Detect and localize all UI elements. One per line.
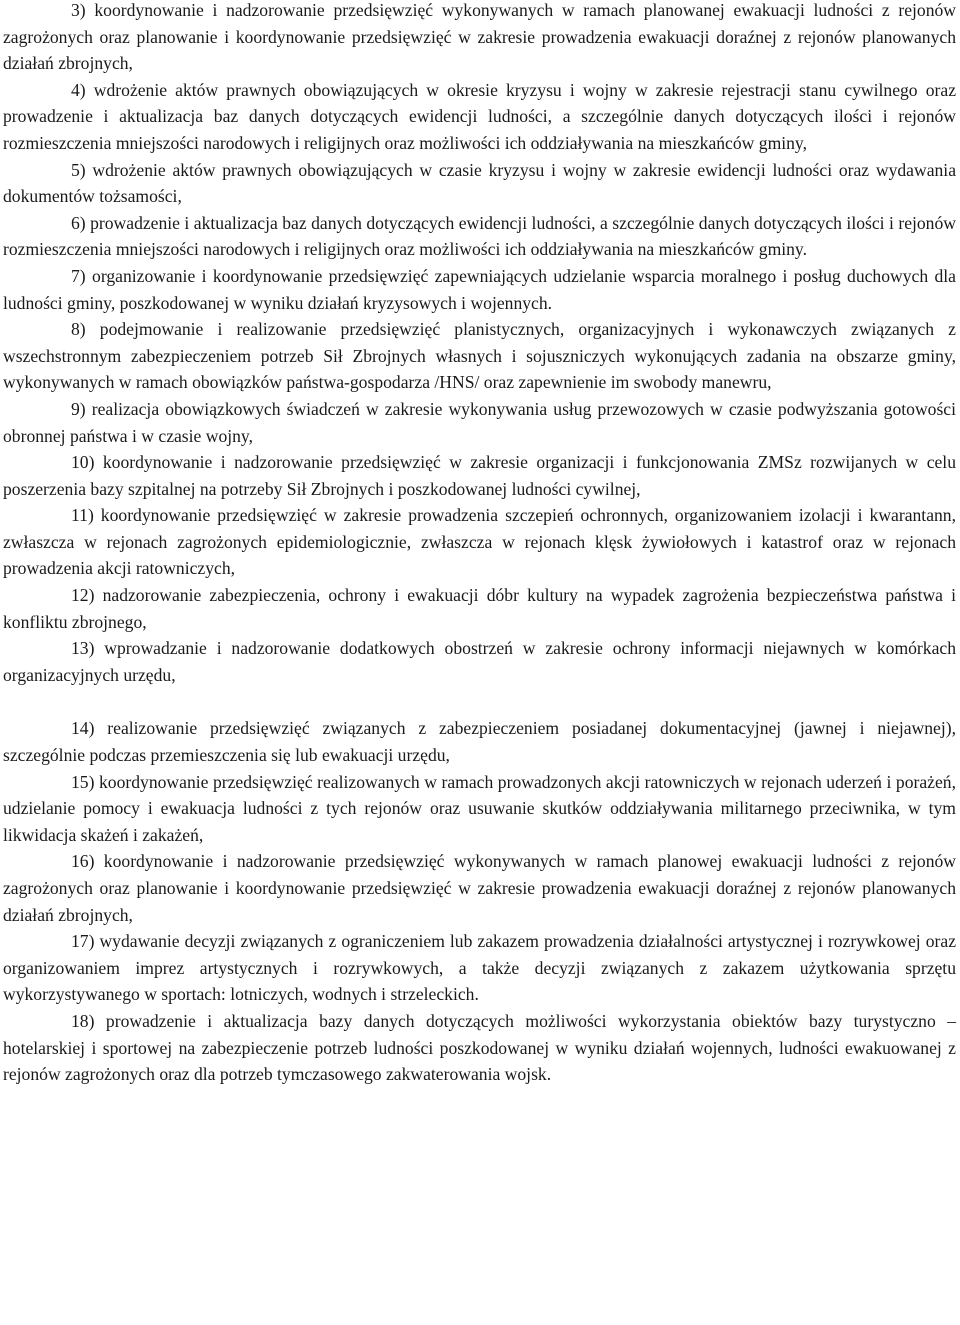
list-item-11: 11) koordynowanie przedsięwzięć w zakresie prowadzenia szczepień ochronnych, organizowaniem izolacji i kwarantann, zwłaszcza w rejonach zagrożonych epidemiologicznie, zwłaszcza w rejonach klęsk żywiołowych i katastrof oraz w rejonach prowadzenia akcji ratowniczych, [3,505,956,579]
list-item-6: 6) prowadzenie i aktualizacja baz danych dotyczących ewidencji ludności, a szczególnie danych dotyczących ilości i rejonów rozmieszczenia mniejszości narodowych i religijnych oraz możliwości ich oddziaływania na mieszkańców gminy. [3,212,956,260]
list-item-13: 13) wprowadzanie i nadzorowanie dodatkowych obostrzeń w zakresie ochrony informacji niejawnych w komórkach organizacyjnych urzędu, [3,638,956,685]
list-item-10: 10) koordynowanie i nadzorowanie przedsięwzięć w zakresie organizacji i funkcjonowania ZMSz rozwijanych w celu poszerzenia bazy szpitalnej na potrzeby Sił Zbrojnych i poszkodowanej ludności cywilnej, [3,452,956,499]
list-item-9: 9) realizacja obowiązkowych świadczeń w zakresie wykonywania usług przewozowych w czasie podwyższania gotowości obronnej państwa i w czasie wojny, [3,398,956,446]
list-item-16: 16) koordynowanie i nadzorowanie przedsięwzięć wykonywanych w ramach planowej ewakuacji ludności z rejonów zagrożonych oraz planowanie i koordynowanie przedsięwzięć w zakresie prowadzenia ewakuacji doraźnej z rejonów planowanych działań zbrojnych, [3,851,956,925]
list-item-4: 4) wdrożenie aktów prawnych obowiązujących w okresie kryzysu i wojny w zakresie rejestracji stanu cywilnego oraz prowadzenie i aktualizacja baz danych dotyczących ewidencji ludności, a szczególnie danych dotyczących ilości i rejonów rozmieszczenia mniejszości narodowych i religijnych oraz możliwości ich oddziaływania na mieszkańców gminy, [3,79,956,153]
list-item-5: 5) wdrożenie aktów prawnych obowiązujących w czasie kryzysu i wojny w zakresie ewidencji ludności oraz wydawania dokumentów tożsamości, [3,159,956,207]
list-item-18: 18) prowadzenie i aktualizacja bazy danych dotyczących możliwości wykorzystania obiektów bazy turystyczno – hotelarskiej i sportowej na zabezpieczenie potrzeb ludności poszkodowanej w wyniku działań wojennych, ludności ewakuowanej z rejonów zagrożonych oraz dla potrzeb tymczasowego zakwaterowania wojsk. [3,1010,956,1085]
list-item-12: 12) nadzorowanie zabezpieczenia, ochrony i ewakuacji dóbr kultury na wypadek zagrożenia bezpieczeństwa państwa i konfliktu zbrojnego, [3,585,956,632]
list-item-3: 3) koordynowanie i nadzorowanie przedsięwzięć wykonywanych w ramach planowanej ewakuacji ludności z rejonów zagrożonych oraz planowanie i koordynowanie przedsięwzięć w zakresie prowadzenia ewakuacji doraźnej z rejonów planowanych działań zbrojnych, [3,0,956,74]
list-item-17: 17) wydawanie decyzji związanych z ograniczeniem lub zakazem prowadzenia działalności artystycznej i rozrywkowej oraz organizowaniem imprez artystycznych i rozrywkowych, a także decyzji związanych z zakazem użytkowania sprzętu wykorzystywanego w sportach: lotniczych, wodnych i strzeleckich. [3,931,956,1005]
list-item-14: 14) realizowanie przedsięwzięć związanych z zabezpieczeniem posiadanej dokumentacyjnej (jawnej i niejawnej), szczególnie podczas przemieszczenia się lub ewakuacji urzędu, [3,718,956,766]
list-item-7: 7) organizowanie i koordynowanie przedsięwzięć zapewniających udzielanie wsparcia moralnego i posług duchowych dla ludności gminy, poszkodowanej w wyniku działań kryzysowych i wojennych. [3,265,956,313]
list-item-8: 8) podejmowanie i realizowanie przedsięwzięć planistycznych, organizacyjnych i wykonawczych związanych z wszechstronnym zabezpieczeniem potrzeb Sił Zbrojnych własnych i sojuszniczych wykonujących zadania na obszarze gminy, wykonywanych w ramach obowiązków państwa-gospodarza /HNS/ oraz zapewnienie im swobody manewru, [3,319,956,393]
list-item-15: 15) koordynowanie przedsięwzięć realizowanych w ramach prowadzonych akcji ratowniczych w rejonach uderzeń i porażeń, udzielanie pomocy i ewakuacja ludności z tych rejonów oraz usuwanie skutków oddziaływania militarnego przeciwnika, w tym likwidacja skażeń i zakażeń, [3,771,956,845]
